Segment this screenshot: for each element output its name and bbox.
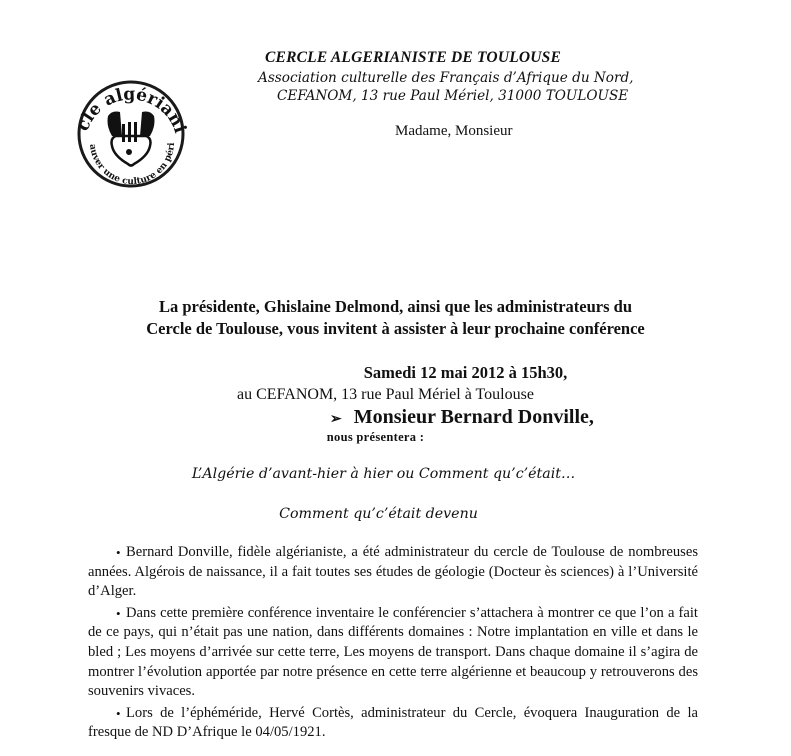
list-item xyxy=(88,704,698,743)
org-subtitle: Association culturelle des Français d’Afrique du Nord, xyxy=(258,70,634,86)
logo xyxy=(64,64,198,198)
talk-title-line-1: L’Algérie d’avant-hier à hier ou Comment qu’c’était… xyxy=(191,466,576,482)
invitation-intro xyxy=(0,296,791,340)
logo-bottom-text: auver une culture en péri xyxy=(86,142,178,188)
org-address: CEFANOM, 13 rue Paul Mériel, 31000 TOULOUSE xyxy=(277,88,629,104)
speaker xyxy=(330,406,594,429)
invitation-line-1: La présidente, Ghislaine Delmond, ainsi que les administrateurs du xyxy=(158,297,633,316)
arrow-bullet-icon: ➢ xyxy=(330,412,342,427)
list-item xyxy=(88,604,698,702)
bullet-icon: • xyxy=(116,705,121,721)
event-place: au CEFANOM, 13 rue Paul Mériel à Toulouse xyxy=(237,386,534,403)
logo-top-text: cle algériani xyxy=(72,84,190,136)
bullet-icon: • xyxy=(116,605,121,621)
cercle-algerianiste-logo-icon xyxy=(64,64,198,198)
invitation-line-2: Cercle de Toulouse, vous invitent à assister à leur prochaine conférence xyxy=(146,319,645,338)
presents-label: nous présentera : xyxy=(326,430,425,444)
paragraph-text: Dans cette première conférence inventaire le conférencier s’attachera à montrer ce que l’on a fait de ce pays, qui n’était pas une nation, dans différents domaines : Notre implantation en ville et dans le bled ; Les moyens d’arrivée sur cette terre, Les moyens de transport. Dans chaque domaine il s’agira de montrer l’évolution apportée par notre présence en cette terre algérienne et beaucoup y retrouverons des souvenirs vivaces. xyxy=(88,604,698,700)
talk-title-line-2: Comment qu’c’était devenu xyxy=(279,506,478,522)
salutation: Madame, Monsieur xyxy=(395,123,513,139)
speaker-name: Monsieur Bernard Donville, xyxy=(353,406,594,428)
paragraph-text: Bernard Donville, fidèle algérianiste, a été administrateur du cercle de Toulouse de nombreuses années. Algérois de naissance, il a fait toutes ses études de géologie (Docteur ès sciences) à l’Université d’Alger. xyxy=(88,544,698,600)
paragraph-text: Lors de l’éphéméride, Hervé Cortès, administrateur du Cercle, évoquera Inauguration de la fresque de ND D’Afrique le 04/05/1921. xyxy=(88,704,698,741)
org-name: CERCLE ALGERIANISTE DE TOULOUSE xyxy=(265,49,562,66)
event-date: Samedi 12 mai 2012 à 15h30, xyxy=(363,363,568,382)
list-item xyxy=(88,543,698,602)
bullet-icon: • xyxy=(116,545,121,560)
hand-icon xyxy=(108,112,155,166)
body-text xyxy=(88,543,698,745)
